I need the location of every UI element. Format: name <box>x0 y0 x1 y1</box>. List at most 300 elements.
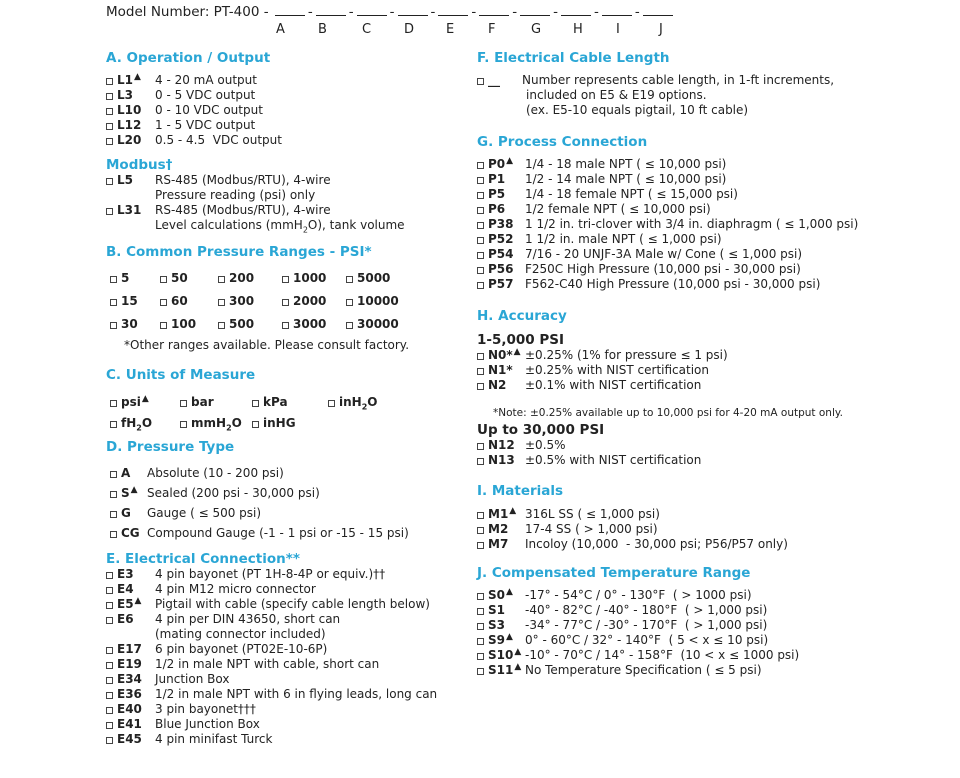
unit-code <box>263 395 288 410</box>
model-blank-j[interactable] <box>643 3 673 16</box>
option-row <box>477 157 947 172</box>
model-number-line <box>106 3 675 20</box>
option-code <box>121 466 147 481</box>
option-row <box>106 642 466 657</box>
option-row <box>477 172 947 187</box>
option-code-text: A <box>121 466 131 480</box>
option-row <box>477 507 947 522</box>
option-code <box>488 537 525 552</box>
option-code-text: M2 <box>488 522 509 536</box>
section-b-title: B. Common Pressure Ranges - PSI* <box>106 244 372 260</box>
option-row <box>106 687 466 702</box>
unit-text: mmH <box>191 416 227 430</box>
option-row <box>477 202 947 217</box>
pressure-range-value: 5 <box>121 271 130 285</box>
checkbox[interactable] <box>106 647 113 654</box>
cable-length-line2: included on E5 & E19 options. <box>526 88 707 102</box>
unit-option <box>252 416 328 431</box>
option-code-text: N12 <box>488 438 515 452</box>
option-description: 4 pin per DIN 43650, short can <box>155 612 341 626</box>
option-code-text: P0 <box>488 157 506 171</box>
option-row <box>106 173 466 188</box>
option-code <box>117 642 155 657</box>
option-code-text: L3 <box>117 88 133 102</box>
unit-text: O <box>367 395 378 409</box>
checkbox[interactable] <box>252 400 259 407</box>
unit-code <box>263 416 296 431</box>
checkbox[interactable] <box>180 400 187 407</box>
pressure-range-option <box>282 294 346 309</box>
right-column <box>477 50 947 678</box>
modbus-list <box>106 173 466 233</box>
option-code <box>117 702 155 717</box>
option-code-text: CG <box>121 526 140 540</box>
option-description: 0° - 60°C / 32° - 140°F ( 5 < x ≤ 10 psi) <box>525 633 769 647</box>
option-description: RS-485 (Modbus/RTU), 4-wire <box>155 173 331 187</box>
model-prefix: Model Number: PT-400 - <box>106 4 269 20</box>
option-code-text: L31 <box>117 203 142 217</box>
option-code <box>117 73 155 88</box>
accuracy-list-1 <box>477 348 947 393</box>
option-description: Compound Gauge (-1 - 1 psi or -15 - 15 psi) <box>147 526 409 540</box>
subscript: 2 <box>302 225 308 235</box>
units-row <box>110 395 466 410</box>
option-code <box>488 187 525 202</box>
subscript: 2 <box>136 423 142 433</box>
option-code-text: L1 <box>117 73 133 87</box>
pressure-type-list <box>110 466 466 541</box>
option-description: ±0.1% with NIST certification <box>525 378 702 392</box>
option-code <box>488 232 525 247</box>
checkbox[interactable] <box>282 276 289 283</box>
checkbox[interactable] <box>346 299 353 306</box>
option-code-text: S0 <box>488 588 505 602</box>
option-code-text: S3 <box>488 618 505 632</box>
option-row <box>477 247 947 262</box>
checkbox[interactable] <box>477 668 484 675</box>
option-row <box>106 672 466 687</box>
pressure-range-row <box>110 271 466 286</box>
option-row <box>106 567 466 582</box>
checkbox[interactable] <box>160 276 167 283</box>
option-description: 4 pin bayonet (PT 1H-8-4P or equiv.)†† <box>155 567 386 581</box>
model-dash: - <box>594 4 599 20</box>
pressure-range-option <box>218 317 282 332</box>
checkbox[interactable] <box>477 177 484 184</box>
checkbox[interactable] <box>106 208 113 215</box>
option-code-text: P6 <box>488 202 506 216</box>
option-code-text: P1 <box>488 172 506 186</box>
option-description: No Temperature Specification ( ≤ 5 psi) <box>525 663 762 677</box>
pressure-range-value: 60 <box>171 294 188 308</box>
option-description: ±0.5% with NIST certification <box>525 453 702 467</box>
option-row <box>477 633 947 648</box>
option-code <box>121 506 147 521</box>
modbus-line2-text: O), tank volume <box>307 218 405 232</box>
checkbox[interactable] <box>106 178 113 185</box>
model-dash: - <box>512 4 518 20</box>
pressure-range-value: 50 <box>171 271 188 285</box>
option-row <box>477 232 947 247</box>
cable-length-line3: (ex. E5-10 equals pigtail, 10 ft cable) <box>526 103 749 117</box>
pressure-range-value: 3000 <box>293 317 327 331</box>
option-description: 17-4 SS ( > 1,000 psi) <box>525 522 658 536</box>
option-code-text: N2 <box>488 378 507 392</box>
checkbox[interactable] <box>106 93 113 100</box>
pressure-range-option <box>282 317 346 332</box>
checkbox[interactable] <box>477 162 484 169</box>
option-code <box>117 717 155 732</box>
pressure-range-option <box>110 294 160 309</box>
model-blank-b[interactable] <box>316 3 346 16</box>
model-blank-f[interactable] <box>479 3 509 16</box>
option-description: 3 pin bayonet††† <box>155 702 256 716</box>
checkbox[interactable] <box>346 322 353 329</box>
checkbox[interactable] <box>477 527 484 534</box>
option-code <box>488 438 525 453</box>
option-row <box>477 522 947 537</box>
option-row <box>477 378 947 393</box>
option-code-text: M7 <box>488 537 509 551</box>
checkbox[interactable] <box>106 707 113 714</box>
section-c-title: C. Units of Measure <box>106 367 256 383</box>
unit-code <box>191 395 214 410</box>
option-code <box>488 247 525 262</box>
model-dash: - <box>553 4 559 20</box>
checkbox[interactable] <box>477 78 484 85</box>
checkbox[interactable] <box>160 299 167 306</box>
unit-code <box>191 416 242 431</box>
checkbox[interactable] <box>106 138 113 145</box>
checkbox[interactable] <box>477 542 484 549</box>
option-code-text: E34 <box>117 672 142 686</box>
option-code-text: E41 <box>117 717 142 731</box>
pressure-range-value: 300 <box>229 294 255 308</box>
checkbox[interactable] <box>106 662 113 669</box>
accuracy-list-2 <box>477 438 947 468</box>
option-description: F562-C40 High Pressure (10,000 psi - 30,000 psi) <box>525 277 821 291</box>
option-code <box>117 672 155 687</box>
option-row <box>106 133 466 148</box>
model-letter-g: G <box>531 22 542 37</box>
option-code-text: S10 <box>488 648 514 662</box>
option-code <box>117 118 155 133</box>
triangle-icon: ▲ <box>509 506 517 516</box>
option-description: -17° - 54°C / 0° - 130°F ( > 1000 psi) <box>525 588 752 602</box>
checkbox[interactable] <box>106 617 113 624</box>
option-description: 6 pin bayonet (PT02E-10-6P) <box>155 642 328 656</box>
option-description: -10° - 70°C / 14° - 158°F (10 < x ≤ 1000 psi) <box>525 648 800 662</box>
checkbox[interactable] <box>328 400 335 407</box>
option-description: 1 1/2 in. tri-clover with 3/4 in. diaphragm ( ≤ 1,000 psi) <box>525 217 859 231</box>
checkbox[interactable] <box>477 608 484 615</box>
section-e-title: E. Electrical Connection** <box>106 551 300 567</box>
checkbox[interactable] <box>106 722 113 729</box>
checkbox[interactable] <box>110 471 117 478</box>
option-code-text: N13 <box>488 453 515 467</box>
option-code-text: P54 <box>488 247 514 261</box>
option-row <box>477 262 947 277</box>
checkbox[interactable] <box>106 602 113 609</box>
triangle-icon: ▲ <box>130 485 138 495</box>
checkbox[interactable] <box>282 299 289 306</box>
unit-text: O <box>141 416 153 430</box>
option-description: Junction Box <box>155 672 230 686</box>
pressure-range-option <box>218 294 282 309</box>
unit-text: O <box>231 416 242 430</box>
pressure-range-value: 2000 <box>293 294 327 308</box>
materials-list <box>477 507 947 552</box>
option-description: Pigtail with cable (specify cable length below) <box>155 597 430 611</box>
pressure-range-grid <box>110 271 466 332</box>
option-code-text: E45 <box>117 732 142 746</box>
checkbox[interactable] <box>477 653 484 660</box>
checkbox[interactable] <box>477 237 484 244</box>
option-row <box>106 118 466 133</box>
option-description: 1 1/2 in. male NPT ( ≤ 1,000 psi) <box>525 232 722 246</box>
cable-length-blank: __ <box>488 73 500 87</box>
option-row <box>106 612 466 627</box>
option-description: 1/2 - 14 male NPT ( ≤ 10,000 psi) <box>525 172 727 186</box>
option-description: F250C High Pressure (10,000 psi - 30,000 psi) <box>525 262 801 276</box>
option-description: 4 pin M12 micro connector <box>155 582 316 596</box>
checkbox[interactable] <box>477 353 484 360</box>
checkbox[interactable] <box>106 737 113 744</box>
option-description: 0.5 - 4.5 VDC output <box>155 133 282 147</box>
model-dash: - <box>471 4 477 20</box>
unit-option <box>110 395 180 410</box>
option-code <box>117 612 155 627</box>
unit-option <box>110 416 180 431</box>
option-row <box>106 203 466 218</box>
option-row <box>106 73 466 88</box>
checkbox[interactable] <box>477 267 484 274</box>
pressure-range-option <box>160 294 218 309</box>
pressure-range-value: 10000 <box>357 294 399 308</box>
model-blank-h[interactable] <box>561 3 591 16</box>
checkbox[interactable] <box>282 322 289 329</box>
section-a-title: A. Operation / Output <box>106 50 271 66</box>
checkbox[interactable] <box>106 587 113 594</box>
option-description: 4 - 20 mA output <box>155 73 257 87</box>
option-code <box>117 732 155 747</box>
pressure-range-value: 5000 <box>357 271 391 285</box>
option-description: 4 pin minifast Turck <box>155 732 273 746</box>
option-row <box>106 702 466 717</box>
temperature-range-list <box>477 588 947 678</box>
option-code <box>488 648 525 663</box>
option-description: ±0.5% <box>525 438 566 452</box>
checkbox[interactable] <box>477 222 484 229</box>
model-letter-i: I <box>616 22 620 37</box>
checkbox[interactable] <box>218 276 225 283</box>
checkbox[interactable] <box>477 512 484 519</box>
option-code <box>488 618 525 633</box>
option-row <box>477 348 947 363</box>
checkbox[interactable] <box>160 322 167 329</box>
option-description: 0 - 10 VDC output <box>155 103 263 117</box>
pressure-range-row <box>110 317 466 332</box>
pressure-range-option <box>346 317 416 332</box>
option-code-text: L10 <box>117 103 142 117</box>
model-dash: - <box>307 4 313 20</box>
option-description: 0 - 5 VDC output <box>155 88 256 102</box>
model-blank-d[interactable] <box>398 3 428 16</box>
checkbox[interactable] <box>106 108 113 115</box>
option-code-text: E4 <box>117 582 134 596</box>
checkbox[interactable] <box>110 531 117 538</box>
modbus-title: Modbus† <box>106 157 173 173</box>
subscript: 2 <box>226 423 232 433</box>
option-description: RS-485 (Modbus/RTU), 4-wire <box>155 203 331 217</box>
unit-text: bar <box>191 395 214 409</box>
option-code <box>488 603 525 618</box>
section-f-title: F. Electrical Cable Length <box>477 50 670 66</box>
option-row <box>106 597 466 612</box>
option-code-text: S11 <box>488 663 514 677</box>
checkbox[interactable] <box>110 421 117 428</box>
option-description: Gauge ( ≤ 500 psi) <box>147 506 262 520</box>
option-row <box>106 103 466 118</box>
model-letter-f: F <box>488 22 496 37</box>
checkbox[interactable] <box>110 299 117 306</box>
unit-option <box>252 395 328 410</box>
option-code <box>117 597 155 612</box>
accuracy-subheading-1: 1-5,000 PSI <box>477 332 565 348</box>
checkbox[interactable] <box>110 276 117 283</box>
option-code <box>488 522 525 537</box>
model-blank-a[interactable] <box>275 3 305 16</box>
modbus-line2-text: Level calculations (mmH <box>155 218 303 232</box>
option-row <box>477 363 947 378</box>
option-code <box>488 363 525 378</box>
checkbox[interactable] <box>218 299 225 306</box>
option-description: ±0.25% (1% for pressure ≤ 1 psi) <box>525 348 728 362</box>
pressure-range-value: 500 <box>229 317 255 331</box>
pressure-range-option <box>110 317 160 332</box>
checkbox[interactable] <box>477 192 484 199</box>
pressure-range-value: 30 <box>121 317 138 331</box>
model-letter-j: J <box>659 22 663 37</box>
checkbox[interactable] <box>477 368 484 375</box>
option-description: 1 - 5 VDC output <box>155 118 256 132</box>
option-code <box>488 217 525 232</box>
checkbox[interactable] <box>110 511 117 518</box>
unit-option <box>180 395 252 410</box>
checkbox[interactable] <box>106 572 113 579</box>
checkbox[interactable] <box>110 400 117 407</box>
checkbox[interactable] <box>252 421 259 428</box>
section-a-list <box>106 73 466 148</box>
checkbox[interactable] <box>180 421 187 428</box>
option-code-text: S1 <box>488 603 505 617</box>
option-description: Incoloy (10,000 - 30,000 psi; P56/P57 only) <box>525 537 788 551</box>
section-d-title: D. Pressure Type <box>106 439 235 455</box>
checkbox[interactable] <box>106 677 113 684</box>
triangle-icon: ▲ <box>134 596 142 606</box>
section-g-title: G. Process Connection <box>477 134 648 150</box>
model-letter-b: B <box>318 22 327 37</box>
option-description: Blue Junction Box <box>155 717 260 731</box>
model-letter-a: A <box>276 22 285 37</box>
model-blank-c[interactable] <box>357 3 387 16</box>
option-code-text: E40 <box>117 702 142 716</box>
checkbox[interactable] <box>106 123 113 130</box>
checkbox[interactable] <box>346 276 353 283</box>
pressure-range-value: 30000 <box>357 317 399 331</box>
modbus-line2 <box>155 188 466 203</box>
cable-length-line1: Number represents cable length, in 1-ft increments, <box>522 73 835 87</box>
model-blank-i[interactable] <box>602 3 632 16</box>
option-code-text: L20 <box>117 133 142 147</box>
pressure-range-option <box>282 271 346 286</box>
option-code-text: S9 <box>488 633 505 647</box>
option-code-text: E36 <box>117 687 142 701</box>
model-dash: - <box>389 4 395 20</box>
checkbox[interactable] <box>477 638 484 645</box>
option-description-cont: (mating connector included) <box>155 627 326 641</box>
option-code <box>121 526 147 541</box>
model-dash: - <box>634 4 640 20</box>
checkbox[interactable] <box>106 78 113 85</box>
option-code <box>117 173 155 188</box>
model-letter-e: E <box>446 22 455 37</box>
option-code <box>117 687 155 702</box>
checkbox[interactable] <box>477 383 484 390</box>
option-code-text: P52 <box>488 232 514 246</box>
option-code <box>117 567 155 582</box>
option-code-text: E17 <box>117 642 142 656</box>
option-description: 316L SS ( ≤ 1,000 psi) <box>525 507 660 521</box>
checkbox[interactable] <box>110 491 117 498</box>
checkbox[interactable] <box>110 322 117 329</box>
option-code <box>117 582 155 597</box>
unit-text: inH <box>339 395 362 409</box>
cable-length-block <box>477 73 947 118</box>
checkbox[interactable] <box>218 322 225 329</box>
unit-code <box>121 416 152 431</box>
triangle-icon: ▲ <box>134 72 141 82</box>
checkbox[interactable] <box>477 282 484 289</box>
units-grid <box>110 395 466 431</box>
checkbox[interactable] <box>106 692 113 699</box>
option-row <box>110 526 466 541</box>
checkbox[interactable] <box>477 458 484 465</box>
option-row <box>106 657 466 672</box>
option-code <box>488 348 525 363</box>
option-code <box>117 203 155 218</box>
checkbox[interactable] <box>477 623 484 630</box>
model-blank-g[interactable] <box>520 3 550 16</box>
triangle-icon: ▲ <box>506 156 514 166</box>
option-row <box>477 187 947 202</box>
option-description: 1/2 female NPT ( ≤ 10,000 psi) <box>525 202 711 216</box>
pressure-range-option <box>346 294 416 309</box>
option-row <box>477 438 947 453</box>
checkbox[interactable] <box>477 593 484 600</box>
model-blank-e[interactable] <box>438 3 468 16</box>
checkbox[interactable] <box>477 207 484 214</box>
checkbox[interactable] <box>477 443 484 450</box>
accuracy-note: *Note: ±0.25% available up to 10,000 psi for 4-20 mA output only. <box>493 407 843 419</box>
checkbox[interactable] <box>477 252 484 259</box>
option-code <box>488 453 525 468</box>
section-j-title: J. Compensated Temperature Range <box>477 565 751 581</box>
option-code <box>488 507 525 522</box>
option-code-text: N0* <box>488 348 513 362</box>
option-row <box>110 466 466 481</box>
option-code <box>117 103 155 118</box>
